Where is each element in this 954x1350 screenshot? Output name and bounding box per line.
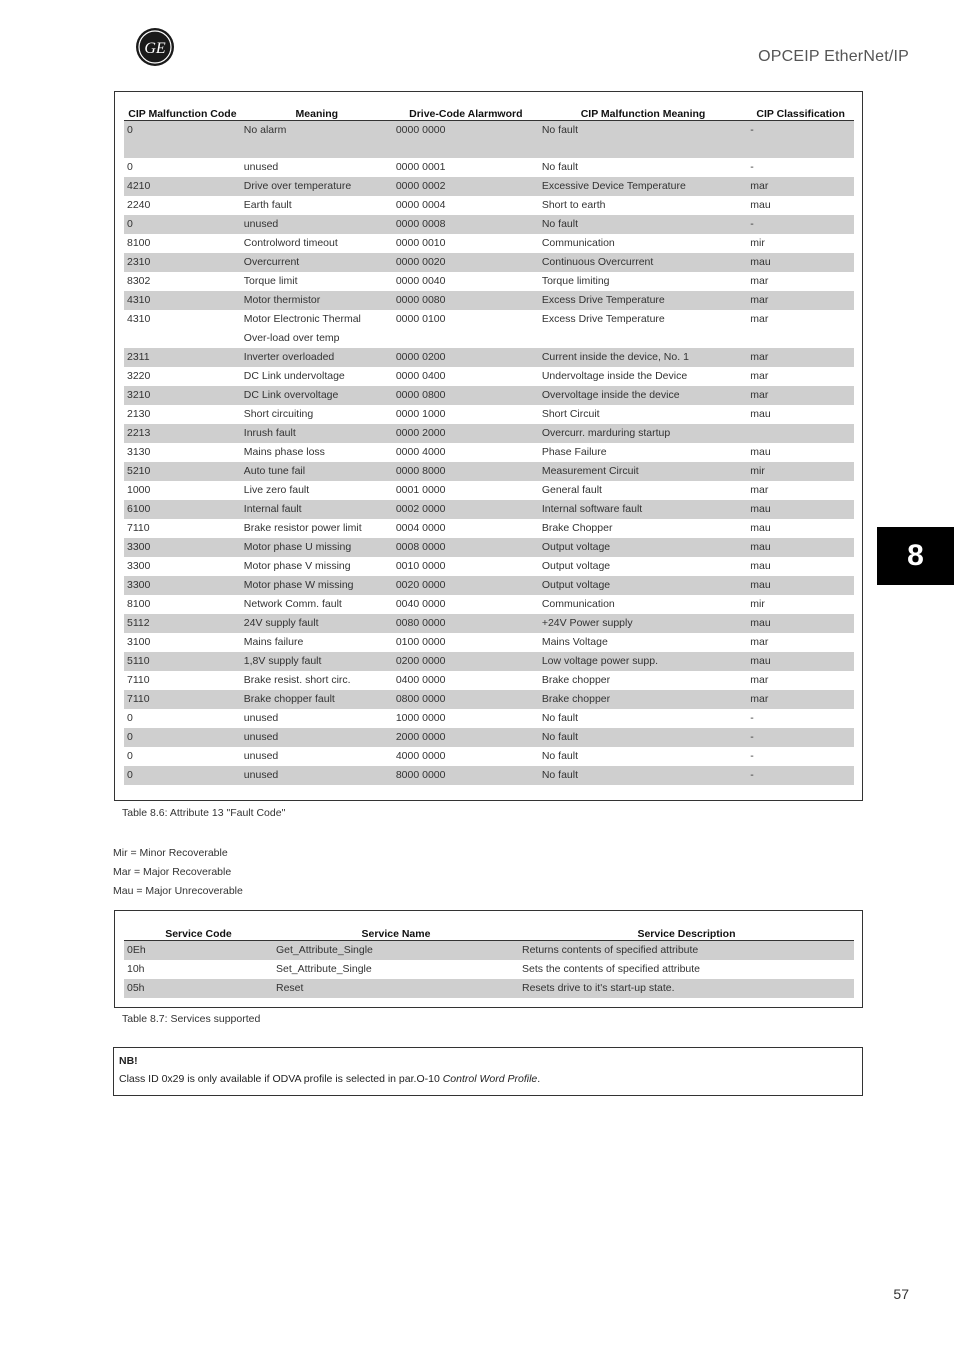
fault-code-table [124,102,854,785]
table-row [124,121,854,159]
table-cell: mar [747,177,854,196]
table-cell: No fault [539,215,747,234]
table-cell: 0000 8000 [393,462,539,481]
column-header: Service Name [273,922,519,941]
table-cell: Network Comm. fault [243,598,342,610]
table-cell: Inverter overloaded [241,348,393,367]
table-cell: 3220 [127,370,151,382]
table-cell: Excessive Device Temperature [539,177,747,196]
column-header: Meaning [241,102,393,121]
services-table-body [124,941,854,999]
table-cell: mau [747,538,854,557]
table-cell: 5110 [124,652,241,671]
table-cell: 1000 0000 [395,712,446,724]
table-cell: 0 [127,161,133,173]
table-cell: 3300 [127,560,151,572]
table-cell: No fault [539,121,747,159]
table-row [124,348,854,367]
table-cell: Mains failure [243,636,304,648]
table-cell: 5210 [124,462,241,481]
table-cell: 3300 [124,576,241,595]
table-cell: Overvoltage inside the device [539,386,747,405]
legend-item: Mau = Major Unrecoverable [113,885,243,897]
table-cell: 3130 [127,446,151,458]
table-cell: 0Eh [124,941,273,961]
table-cell: 1,8V supply fault [241,652,393,671]
table-row [124,500,854,519]
table-cell: unused [241,215,393,234]
table-cell: 0 [124,728,241,747]
table-row [124,941,854,961]
table-cell: 0000 0040 [395,275,446,287]
table-cell: Motor phase V missing [243,560,351,572]
table-row [124,614,854,633]
table-cell: - [750,161,754,173]
table-cell: 3300 [124,538,241,557]
table-cell: 0000 0020 [393,253,539,272]
services-table-header-row [124,922,854,941]
table-cell: unused [243,712,279,724]
table-row [124,557,854,576]
svg-text:GE: GE [144,40,166,57]
table-cell: mar [750,275,769,287]
table-cell: General fault [541,484,602,496]
table-cell: - [747,215,854,234]
table-row [124,253,854,272]
table-cell: 2130 [127,408,151,420]
table-cell: Excess Drive Temperature [539,291,747,310]
table-row [124,462,854,481]
table-cell: 0 [127,750,133,762]
table-cell: 05h [124,979,273,998]
table-cell: 0000 0010 [395,237,446,249]
table-cell: 0 [124,766,241,785]
table-cell: Overcurr. marduring startup [539,424,747,443]
table-cell: Output voltage [539,538,747,557]
table-row [124,728,854,747]
table-cell: Mains Voltage [541,636,608,648]
table-row [124,960,854,979]
table-cell: 2240 [127,199,151,211]
table-cell: 8302 [127,275,151,287]
legend-item: Mar = Major Recoverable [113,866,232,878]
table-cell: Brake resist. short circ. [243,674,351,686]
note-text-end: . [537,1073,541,1085]
table-cell: 0040 0000 [395,598,446,610]
table-cell: Short Circuit [541,408,600,420]
table-cell: 0000 4000 [395,446,446,458]
table-cell: 4000 0000 [395,750,446,762]
table-cell: No fault [541,161,579,173]
table-cell: Low voltage power supp. [539,652,747,671]
table-cell: Get_Attribute_Single [273,941,519,961]
table-cell: mau [750,522,771,534]
table-cell: mar [747,386,854,405]
table-cell: mau [747,652,854,671]
table-row [124,519,854,538]
table-cell: 3100 [127,636,151,648]
table-row [124,747,854,766]
table-cell: 0000 0008 [393,215,539,234]
table-cell: mir [750,598,765,610]
column-header: Service Code [124,922,273,941]
table-cell: Torque limit [243,275,298,287]
note-text [119,1073,857,1085]
table-row [124,367,854,386]
table-cell: - [750,712,754,724]
services-table-frame [114,910,863,1008]
table-cell: mau [747,500,854,519]
legend-item: Mir = Minor Recoverable [113,847,228,859]
table-cell: 7110 [127,522,150,534]
table-cell: 2000 0000 [393,728,539,747]
table-cell: mar [747,690,854,709]
table-cell: Brake Chopper [541,522,613,534]
table-cell: Overcurrent [241,253,393,272]
table-cell: 0080 0000 [393,614,539,633]
table-cell: Set_Attribute_Single [276,963,372,975]
table-row [124,652,854,671]
table-cell: Torque limiting [541,275,610,287]
table-cell: - [747,766,854,785]
table-cell: Internal fault [241,500,393,519]
table-cell: Communication [541,237,615,249]
table-cell: Output voltage [541,560,611,572]
table-cell: 0000 0200 [393,348,539,367]
table-cell: mau [750,408,771,420]
table-cell: Live zero fault [243,484,310,496]
table-row [124,310,854,348]
table-cell: - [750,750,754,762]
note-text-main: Class ID 0x29 is only available if ODVA profile is selected in par.O-10 [119,1073,443,1085]
table-cell: mau [747,253,854,272]
table-cell: Earth fault [243,199,292,211]
table-cell: 10h [127,963,145,975]
table-cell: 0001 0000 [395,484,446,496]
table-cell: 2310 [124,253,241,272]
table-cell: unused [243,750,279,762]
fault-table-header-row [124,102,854,121]
table-cell: +24V Power supply [539,614,747,633]
table-cell: Motor phase W missing [241,576,393,595]
table-cell: mau [750,199,771,211]
note-title: NB! [119,1055,138,1067]
table-row [124,633,854,652]
table-cell: 7110 [124,690,241,709]
table-cell: 2213 [124,424,241,443]
table-cell: Excess Drive Temperature [541,313,665,325]
table-cell: 0 [124,215,241,234]
table-row [124,538,854,557]
table-cell: 0100 0000 [395,636,446,648]
table-cell: Motor phase U missing [241,538,393,557]
table-row [124,386,854,405]
table-row [124,158,854,177]
table-cell: 4310 [124,291,241,310]
table-row [124,272,854,291]
table-row [124,671,854,690]
table-row [124,196,854,215]
table-cell: Brake chopper [541,674,611,686]
table-cell: 0200 0000 [393,652,539,671]
fault-table-body [124,121,854,786]
table-cell: No fault [541,750,579,762]
table-cell: Motor Electronic Thermal Over-load over temp [243,313,361,344]
table-cell: 0 [124,121,241,159]
table-row [124,234,854,253]
table-row [124,215,854,234]
table-row [124,690,854,709]
table-cell: 0400 0000 [395,674,446,686]
table-cell: 0000 0000 [393,121,539,159]
document-header-title: OPCEIP EtherNet/IP [758,48,909,65]
table-cell: No fault [539,728,747,747]
table-cell: DC Link undervoltage [243,370,345,382]
table-cell: No fault [541,712,579,724]
table-row [124,481,854,500]
table-cell: mar [747,348,854,367]
table-cell: 0000 0100 [395,313,446,325]
table-cell: mir [747,462,854,481]
table-cell: Continuous Overcurrent [539,253,747,272]
table-cell: 8100 [127,598,151,610]
table-cell: mar [747,291,854,310]
table-cell: 24V supply fault [241,614,393,633]
fault-table-caption: Table 8.6: Attribute 13 "Fault Code" [122,807,286,819]
table-cell: - [747,121,854,159]
table-cell: Short to earth [541,199,606,211]
table-cell: Communication [541,598,615,610]
table-cell: mar [750,313,769,325]
table-cell: 1000 [127,484,151,496]
table-row [124,576,854,595]
table-cell: Measurement Circuit [539,462,747,481]
table-cell: mir [750,237,765,249]
table-row [124,443,854,462]
table-cell: 0 [127,712,133,724]
table-cell: 0010 0000 [395,560,446,572]
table-cell: 0008 0000 [393,538,539,557]
table-cell: DC Link overvoltage [241,386,393,405]
table-cell: mar [750,484,769,496]
table-cell: 4310 [127,313,151,325]
services-table-caption: Table 8.7: Services supported [122,1013,261,1025]
table-row [124,291,854,310]
table-row [124,979,854,998]
ge-logo [135,27,175,67]
table-cell: Sets the contents of specified attribute [522,963,701,975]
chapter-tab: 8 [877,527,954,585]
table-cell: 0000 1000 [395,408,446,420]
table-cell: Output voltage [539,576,747,595]
table-cell: Drive over temperature [241,177,393,196]
table-cell: mar [750,636,769,648]
fault-code-table-frame [114,91,863,801]
column-header: Drive-Code Alarmword [393,102,539,121]
table-cell: Resets drive to it's start-up state. [519,979,854,998]
table-cell: Mains phase loss [243,446,325,458]
services-table [124,922,854,998]
table-cell: - [747,728,854,747]
table-cell: 0020 0000 [393,576,539,595]
table-cell: Controlword timeout [243,237,338,249]
table-row [124,766,854,785]
table-cell: mau [750,446,771,458]
table-cell: 0000 0002 [393,177,539,196]
note-box [113,1047,863,1096]
table-cell: Internal software fault [539,500,747,519]
table-cell: 4210 [124,177,241,196]
page-number: 57 [893,1286,909,1302]
table-cell: 8000 0000 [393,766,539,785]
table-cell: No alarm [241,121,393,159]
table-cell: Brake chopper fault [241,690,393,709]
table-row [124,424,854,443]
table-cell: mau [750,560,771,572]
table-cell: 0000 0001 [395,161,446,173]
table-cell: 0000 0004 [395,199,446,211]
table-cell: 0000 0400 [395,370,446,382]
table-cell: 2311 [124,348,241,367]
table-cell: Auto tune fail [241,462,393,481]
column-header: CIP Classification [747,102,854,121]
table-cell: 0000 0800 [393,386,539,405]
table-cell: 3210 [124,386,241,405]
table-cell: unused [241,766,393,785]
table-cell: 0002 0000 [393,500,539,519]
table-cell: 5112 [124,614,241,633]
table-row [124,405,854,424]
table-cell: Brake resistor power limit [243,522,362,534]
table-cell: mau [747,576,854,595]
classification-legend [113,844,243,901]
column-header: CIP Malfunction Code [124,102,241,121]
table-row [124,709,854,728]
table-cell [747,424,854,443]
table-cell: Short circuiting [243,408,314,420]
table-cell: 6100 [124,500,241,519]
table-cell: mau [747,614,854,633]
table-cell: unused [243,161,279,173]
table-cell: 0000 2000 [393,424,539,443]
table-cell: 0800 0000 [393,690,539,709]
table-cell: 0000 0080 [393,291,539,310]
table-cell: Phase Failure [541,446,607,458]
note-text-parameter: Control Word Profile [442,1073,538,1085]
table-cell: Brake chopper [539,690,747,709]
table-cell: No fault [539,766,747,785]
table-row [124,595,854,614]
table-cell: unused [241,728,393,747]
table-cell: mar [750,674,769,686]
table-row [124,177,854,196]
table-cell: Motor thermistor [241,291,393,310]
table-cell: Reset [273,979,519,998]
table-cell: Current inside the device, No. 1 [539,348,747,367]
table-cell: 8100 [127,237,151,249]
table-cell: Returns contents of specified attribute [519,941,854,961]
column-header: Service Description [519,922,854,941]
table-cell: 7110 [127,674,150,686]
table-cell: 0004 0000 [395,522,446,534]
table-cell: Inrush fault [241,424,393,443]
column-header: CIP Malfunction Meaning [539,102,747,121]
table-cell: mar [750,370,769,382]
table-cell: Undervoltage inside the Device [541,370,688,382]
